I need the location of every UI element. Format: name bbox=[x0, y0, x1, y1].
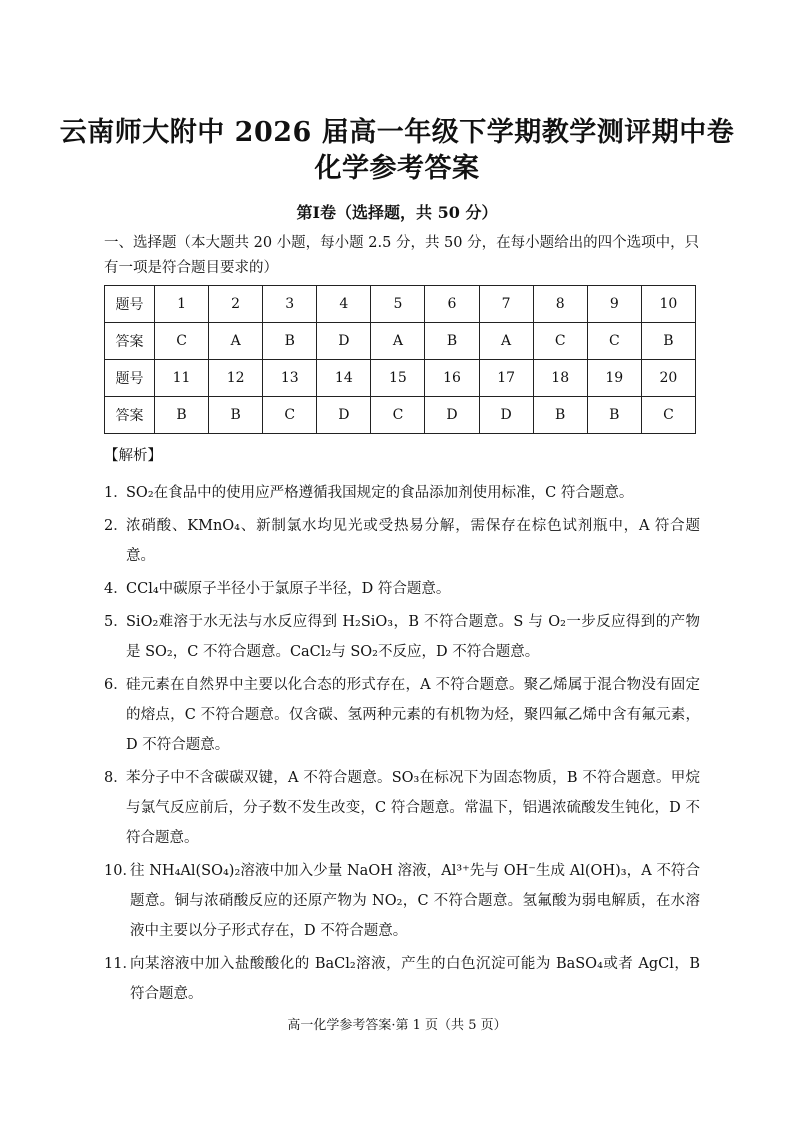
table-cell: C bbox=[641, 397, 695, 434]
section-title: 第Ⅰ卷（选择题，共 50 分） bbox=[296, 203, 498, 222]
table-cell: 18 bbox=[533, 360, 587, 397]
item-number: 6． bbox=[104, 677, 128, 693]
item-body bbox=[126, 607, 700, 667]
item-number: 2． bbox=[104, 518, 128, 534]
table-cell: B bbox=[641, 323, 695, 360]
item-body bbox=[126, 763, 700, 853]
table-cell: C bbox=[371, 397, 425, 434]
table-cell: 4 bbox=[317, 286, 371, 323]
table-cell: C bbox=[533, 323, 587, 360]
item-text: SO₂在食品中的使用应严格遵循我国规定的食品添加剂使用标准，C 符合题意。 bbox=[126, 485, 634, 501]
item-body bbox=[126, 511, 700, 571]
table-cell: D bbox=[317, 397, 371, 434]
table-cell: C bbox=[587, 323, 641, 360]
table-cell: 13 bbox=[263, 360, 317, 397]
list-item bbox=[104, 478, 700, 508]
item-body bbox=[130, 949, 700, 1009]
table-cell: 3 bbox=[263, 286, 317, 323]
list-item bbox=[104, 670, 700, 760]
table-row bbox=[105, 323, 696, 360]
item-text: 浓硝酸、KMnO₄、新制氯水均见光或受热易分解，需保存在棕色试剂瓶中，A 符合题意。 bbox=[126, 518, 700, 564]
document-subtitle: 化学参考答案 bbox=[314, 153, 480, 184]
list-item bbox=[104, 763, 700, 853]
table-cell: B bbox=[155, 397, 209, 434]
item-number: 11． bbox=[104, 956, 137, 972]
section-intro: 一、选择题（本大题共 20 小题，每小题 2.5 分，共 50 分，在每小题给出的四个选项中，只有一项是符合题目要求的） bbox=[104, 235, 700, 276]
table-cell: C bbox=[263, 397, 317, 434]
table-cell: B bbox=[209, 397, 263, 434]
item-text: 向某溶液中加入盐酸酸化的 BaCl₂溶液，产生的白色沉淀可能为 BaSO₄或者 AgCl，B 符合题意。 bbox=[130, 956, 700, 1002]
table-cell: A bbox=[479, 323, 533, 360]
table-cell: B bbox=[533, 397, 587, 434]
table-row-label: 题号 bbox=[105, 360, 155, 397]
table-cell: 14 bbox=[317, 360, 371, 397]
table-cell: D bbox=[479, 397, 533, 434]
item-number: 4． bbox=[104, 581, 128, 597]
item-body bbox=[130, 856, 700, 946]
item-number: 5． bbox=[104, 614, 128, 630]
table-cell: 1 bbox=[155, 286, 209, 323]
table-cell: B bbox=[425, 323, 479, 360]
table-cell: C bbox=[155, 323, 209, 360]
item-number: 8． bbox=[104, 770, 128, 786]
answer-table bbox=[104, 285, 696, 434]
item-text: SiO₂难溶于水无法与水反应得到 H₂SiO₃，B 不符合题意。S 与 O₂一步反应得到的产物是 SO₂，C 不符合题意。CaCl₂与 SO₂不反应，D 不符合题意。 bbox=[126, 614, 700, 660]
table-row bbox=[105, 360, 696, 397]
table-row-label: 题号 bbox=[105, 286, 155, 323]
item-text: CCl₄中碳原子半径小于氯原子半径，D 符合题意。 bbox=[126, 581, 451, 597]
table-cell: A bbox=[209, 323, 263, 360]
list-item bbox=[104, 574, 700, 604]
list-item bbox=[104, 856, 700, 946]
item-text: 往 NH₄Al(SO₄)₂溶液中加入少量 NaOH 溶液，Al³⁺先与 OH⁻生成 Al(OH)₃，A 不符合题意。铜与浓硝酸反应的还原产物为 NO₂，C 不符合题意。氢氟酸为弱电解质，在水溶液中主要以分子形式存在，D 不符合题意。 bbox=[130, 863, 700, 939]
table-cell: 11 bbox=[155, 360, 209, 397]
table-cell: 19 bbox=[587, 360, 641, 397]
table-row bbox=[105, 286, 696, 323]
table-cell: 16 bbox=[425, 360, 479, 397]
list-item bbox=[104, 949, 700, 1009]
table-cell: 9 bbox=[587, 286, 641, 323]
page-footer: 高一化学参考答案·第 1 页（共 5 页） bbox=[287, 1018, 507, 1033]
table-row-label: 答案 bbox=[105, 323, 155, 360]
analysis-heading: 【解析】 bbox=[104, 448, 162, 464]
table-cell: 12 bbox=[209, 360, 263, 397]
table-row-label: 答案 bbox=[105, 397, 155, 434]
item-body bbox=[126, 670, 700, 760]
table-cell: 20 bbox=[641, 360, 695, 397]
item-number: 1． bbox=[104, 485, 128, 501]
table-cell: A bbox=[371, 323, 425, 360]
table-cell: B bbox=[587, 397, 641, 434]
list-item bbox=[104, 607, 700, 667]
item-text: 硅元素在自然界中主要以化合态的形式存在，A 不符合题意。聚乙烯属于混合物没有固定的熔点，C 不符合题意。仅含碳、氢两种元素的有机物为烃，聚四氟乙烯中含有氟元素，D 不符合题意。 bbox=[126, 677, 700, 753]
table-row bbox=[105, 397, 696, 434]
table-cell: 5 bbox=[371, 286, 425, 323]
table-cell: 7 bbox=[479, 286, 533, 323]
table-cell: 6 bbox=[425, 286, 479, 323]
table-cell: 15 bbox=[371, 360, 425, 397]
item-body bbox=[126, 478, 700, 508]
item-number: 10． bbox=[104, 863, 137, 879]
table-cell: D bbox=[317, 323, 371, 360]
table-cell: D bbox=[425, 397, 479, 434]
document-title: 云南师大附中 2026 届高一年级下学期教学测评期中卷 bbox=[59, 117, 735, 148]
table-cell: 17 bbox=[479, 360, 533, 397]
analysis-list bbox=[104, 478, 700, 1012]
item-text: 苯分子中不含碳碳双键，A 不符合题意。SO₃在标况下为固态物质，B 不符合题意。甲烷与氯气反应前后，分子数不发生改变，C 符合题意。常温下，铝遇浓硫酸发生钝化，D 不符合题意。 bbox=[126, 770, 700, 846]
item-body bbox=[126, 574, 700, 604]
table-cell: B bbox=[263, 323, 317, 360]
table-cell: 10 bbox=[641, 286, 695, 323]
table-cell: 2 bbox=[209, 286, 263, 323]
list-item bbox=[104, 511, 700, 571]
table-cell: 8 bbox=[533, 286, 587, 323]
